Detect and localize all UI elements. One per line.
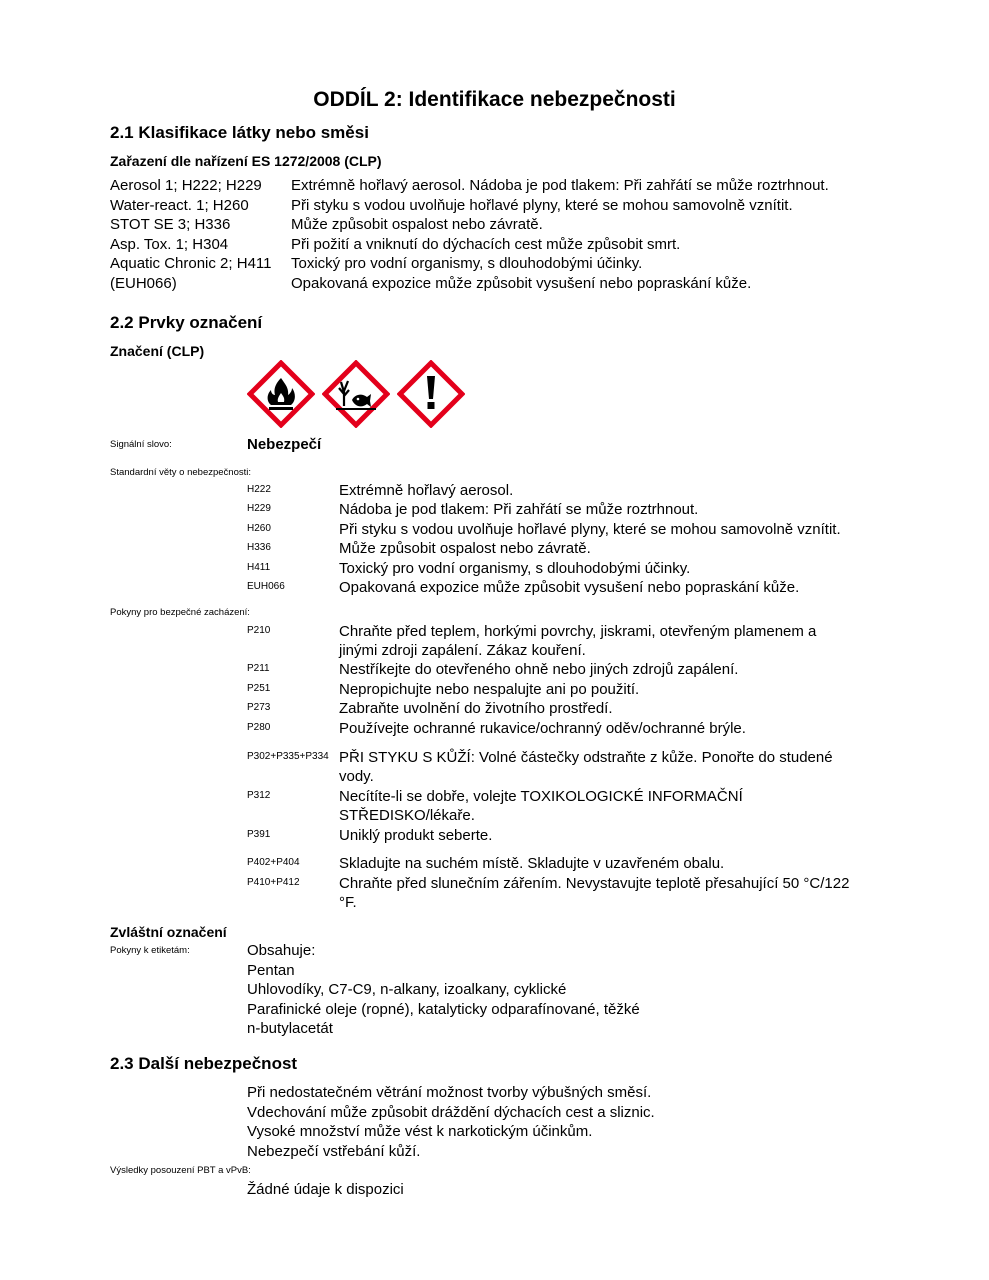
precaution-text: Používejte ochranné rukavice/ochranný oděv/ochranné brýle. — [339, 720, 746, 737]
precaution-text-cont: °F. — [339, 894, 357, 911]
other-hazard-line: Vysoké množství může vést k narkotickým účinkům. — [247, 1123, 593, 1140]
classification-text: Toxický pro vodní organismy, s dlouhodobými účinky. — [291, 255, 643, 272]
precaution-text-cont: jinými zdroji zapálení. Zákaz kouření. — [339, 642, 586, 659]
precaution-text-cont: vody. — [339, 768, 374, 785]
pbt-assessment-label: Výsledky posouzení PBT a vPvB: — [110, 1165, 251, 1176]
classification-code: STOT SE 3; H336 — [110, 216, 231, 233]
hazard-text: Opakovaná expozice může způsobit vysušení nebo popraskání kůže. — [339, 579, 800, 596]
flame-pictogram — [247, 360, 315, 428]
label-note: Obsahuje: — [247, 942, 316, 959]
precaution-text: Zabraňte uvolnění do životního prostředí. — [339, 700, 613, 717]
label-notes — [247, 941, 640, 1039]
pbt-assessment-value: Žádné údaje k dispozici — [247, 1181, 404, 1198]
classification-code: Aerosol 1; H222; H229 — [110, 177, 262, 194]
precaution-code: P211 — [247, 663, 270, 674]
other-hazard-line: Při nedostatečném větrání možnost tvorby výbušných směsí. — [247, 1084, 652, 1101]
hazard-code: H260 — [247, 523, 271, 534]
signal-word: Nebezpečí — [247, 436, 322, 453]
hazard-code: H222 — [247, 484, 271, 495]
heading-2-1: 2.1 Klasifikace látky nebo směsi — [110, 123, 369, 142]
special-labelling-heading: Zvláštní označení — [110, 924, 227, 940]
classification-text: Opakovaná expozice může způsobit vysušení nebo popraskání kůže. — [291, 274, 752, 292]
other-hazard-line: Nebezpečí vstřebání kůží. — [247, 1142, 421, 1160]
precaution-text-cont: STŘEDISKO/lékaře. — [339, 807, 475, 824]
label-note: n-butylacetát — [247, 1020, 333, 1037]
classification-code: Water-react. 1; H260 — [110, 196, 249, 214]
precaution-text: Chraňte před teplem, horkými povrchy, jiskrami, otevřeným plamenem a — [339, 623, 817, 640]
signal-word-label: Signální slovo: — [110, 439, 172, 450]
precaution-code: P280 — [247, 722, 271, 733]
heading-2-3: 2.3 Další nebezpečnost — [110, 1054, 298, 1073]
precaution-text: Uniklý produkt seberte. — [339, 827, 493, 844]
label-note: Pentan — [247, 961, 295, 979]
section-title: ODDÍL 2: Identifikace nebezpečnosti — [313, 88, 676, 111]
precaution-text: Nestříkejte do otevřeného ohně nebo jiných zdrojů zapálení. — [339, 661, 739, 678]
hazard-code: H336 — [247, 542, 271, 553]
classification-text: Při styku s vodou uvolňuje hořlavé plyny, které se mohou samovolně vznítit. — [291, 196, 793, 214]
precaution-text: Chraňte před slunečním zářením. Nevystavujte teplotě přesahující 50 °C/122 — [339, 875, 850, 892]
classification-code: (EUH066) — [110, 274, 177, 292]
label-note: Uhlovodíky, C7-C9, n-alkany, izoalkany, cyklické — [247, 981, 567, 998]
precaution-code: P273 — [247, 702, 271, 713]
classification-codes — [110, 176, 271, 293]
precaution-code: P312 — [247, 790, 271, 801]
hazard-text: Nádoba je pod tlakem: Při zahřátí se může roztrhnout. — [339, 501, 699, 518]
label-notes-label: Pokyny k etiketám: — [110, 945, 190, 956]
heading-2-2: 2.2 Prvky označení — [110, 313, 263, 332]
environment-pictogram — [322, 360, 390, 428]
hazard-text: Může způsobit ospalost nebo závratě. — [339, 540, 591, 557]
subheading-clp-classification: Zařazení dle nařízení ES 1272/2008 (CLP) — [110, 153, 382, 169]
hazard-statements-label: Standardní věty o nebezpečnosti: — [110, 467, 252, 478]
exclamation-pictogram — [397, 360, 465, 428]
other-hazards — [247, 1083, 655, 1161]
hazard-code: EUH066 — [247, 581, 285, 592]
precautionary-statements-label: Pokyny pro bezpečné zacházení: — [110, 607, 250, 618]
precaution-code: P410+P412 — [247, 877, 300, 888]
classification-texts — [291, 176, 829, 293]
precaution-text: Necítíte-li se dobře, volejte TOXIKOLOGICKÉ INFORMAČNÍ — [339, 788, 743, 805]
classification-text: Může způsobit ospalost nebo závratě. — [291, 216, 543, 233]
hazard-code: H411 — [247, 562, 271, 573]
precaution-code: P210 — [247, 625, 271, 636]
label-note: Parafinické oleje (ropné), katalyticky odparafínované, těžké — [247, 1000, 640, 1018]
classification-text: Při požití a vniknutí do dýchacích cest může způsobit smrt. — [291, 235, 681, 253]
hazard-text: Extrémně hořlavý aerosol. — [339, 482, 514, 499]
classification-text: Extrémně hořlavý aerosol. Nádoba je pod tlakem: Při zahřátí se může roztrhnout. — [291, 177, 829, 194]
precaution-code: P302+P335+P334 — [247, 751, 329, 762]
classification-code: Aquatic Chronic 2; H411 — [110, 255, 272, 272]
precaution-text: PŘI STYKU S KŮŽÍ: Volné částečky odstraňte z kůže. Ponořte do studené — [339, 749, 833, 766]
hazard-text: Toxický pro vodní organismy, s dlouhodobými účinky. — [339, 560, 691, 577]
classification-code: Asp. Tox. 1; H304 — [110, 235, 229, 253]
hazard-code: H229 — [247, 503, 271, 514]
subheading-clp-labelling: Značení (CLP) — [110, 343, 205, 359]
hazard-text: Při styku s vodou uvolňuje hořlavé plyny, které se mohou samovolně vznítit. — [339, 521, 841, 538]
precaution-text: Nepropichujte nebo nespalujte ani po použití. — [339, 681, 640, 698]
precaution-code: P402+P404 — [247, 857, 300, 868]
other-hazard-line: Vdechování může způsobit dráždění dýchacích cest a sliznic. — [247, 1103, 655, 1121]
precaution-text: Skladujte na suchém místě. Skladujte v uzavřeném obalu. — [339, 855, 725, 872]
precaution-code: P391 — [247, 829, 271, 840]
precaution-code: P251 — [247, 683, 271, 694]
